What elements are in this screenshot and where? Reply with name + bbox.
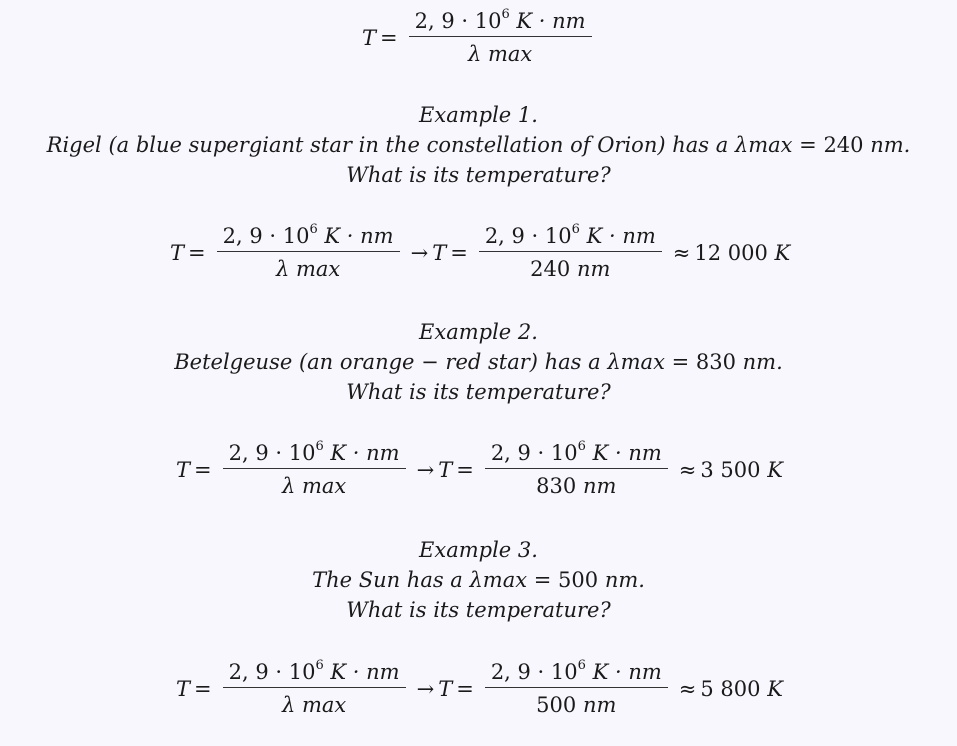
wien-law-formula <box>362 7 599 67</box>
example-3-statement: The Sun has a λmax = 500 nm. <box>312 568 645 592</box>
example-2-formula: T = $\frac{2, 9 \cdot 10^6 K \cdot nm}{\text{λ max}}$ → T = $\frac{2, 9 \cdot 10^6 K \cdot nm}{830 nm}$ ≈ 3 500 K <box>176 439 783 499</box>
example-2-heading: Example 2. <box>419 320 538 344</box>
general-fraction: $\frac{2, 9 \cdot 10^6 K \cdot nm}{\text{λ max}}$ <box>217 225 400 280</box>
approx-sign: ≈ <box>672 240 691 265</box>
substituted-fraction: $\frac{2, 9 \cdot 10^6 K \cdot nm}{830 nm}$ <box>485 442 668 497</box>
approx-sign: ≈ <box>678 676 697 701</box>
substituted-fraction: $\frac{2, 9 \cdot 10^6 K \cdot nm}{240 nm}$ <box>479 225 662 280</box>
example-3-question: What is its temperature? <box>346 598 611 622</box>
example-1-formula: T = $\frac{2, 9 \cdot 10^6 K \cdot nm}{\text{λ max}}$ → T = $\frac{2, 9 \cdot 10^6 K \cdot nm}{240 nm}$ ≈ 12 000 K <box>170 222 791 282</box>
example-1-statement: Rigel (a blue supergiant star in the constellation of Orion) has a λmax = 240 nm. <box>46 133 911 157</box>
equals-sign: = <box>380 25 398 50</box>
example-1-text <box>0 100 957 190</box>
fraction-denominator: λ max <box>467 42 533 67</box>
example-3-result: 5 800 K <box>700 676 783 701</box>
example-2-statement: Betelgeuse (an orange − red star) has a λmax = 830 nm. <box>174 350 783 374</box>
arrow: → <box>416 676 435 701</box>
general-fraction: $\frac{2, 9 \cdot 10^6 K \cdot nm}{\text{λ max}}$ <box>223 442 406 497</box>
wien-fraction <box>409 7 592 67</box>
temperature-symbol: T <box>362 25 377 50</box>
arrow: → <box>410 240 429 265</box>
example-2-text <box>0 317 957 407</box>
example-1-question: What is its temperature? <box>346 163 611 187</box>
example-3-text <box>0 535 957 625</box>
example-1-result: 12 000 K <box>694 240 791 265</box>
example-1-heading: Example 1. <box>419 103 538 127</box>
example-3-formula: T = $\frac{2, 9 \cdot 10^6 K \cdot nm}{\text{λ max}}$ → T = $\frac{2, 9 \cdot 10^6 K \cdot nm}{500 nm}$ ≈ 5 800 K <box>176 658 783 718</box>
example-2-result: 3 500 K <box>700 457 783 482</box>
arrow: → <box>416 457 435 482</box>
general-fraction: $\frac{2, 9 \cdot 10^6 K \cdot nm}{\text{λ max}}$ <box>223 661 406 716</box>
fraction-numerator: 2, $9 \cdot 10^6$ K · nm <box>409 10 592 37</box>
approx-sign: ≈ <box>678 457 697 482</box>
substituted-fraction: $\frac{2, 9 \cdot 10^6 K \cdot nm}{500 nm}$ <box>485 661 668 716</box>
example-3-heading: Example 3. <box>419 538 538 562</box>
example-2-question: What is its temperature? <box>346 380 611 404</box>
